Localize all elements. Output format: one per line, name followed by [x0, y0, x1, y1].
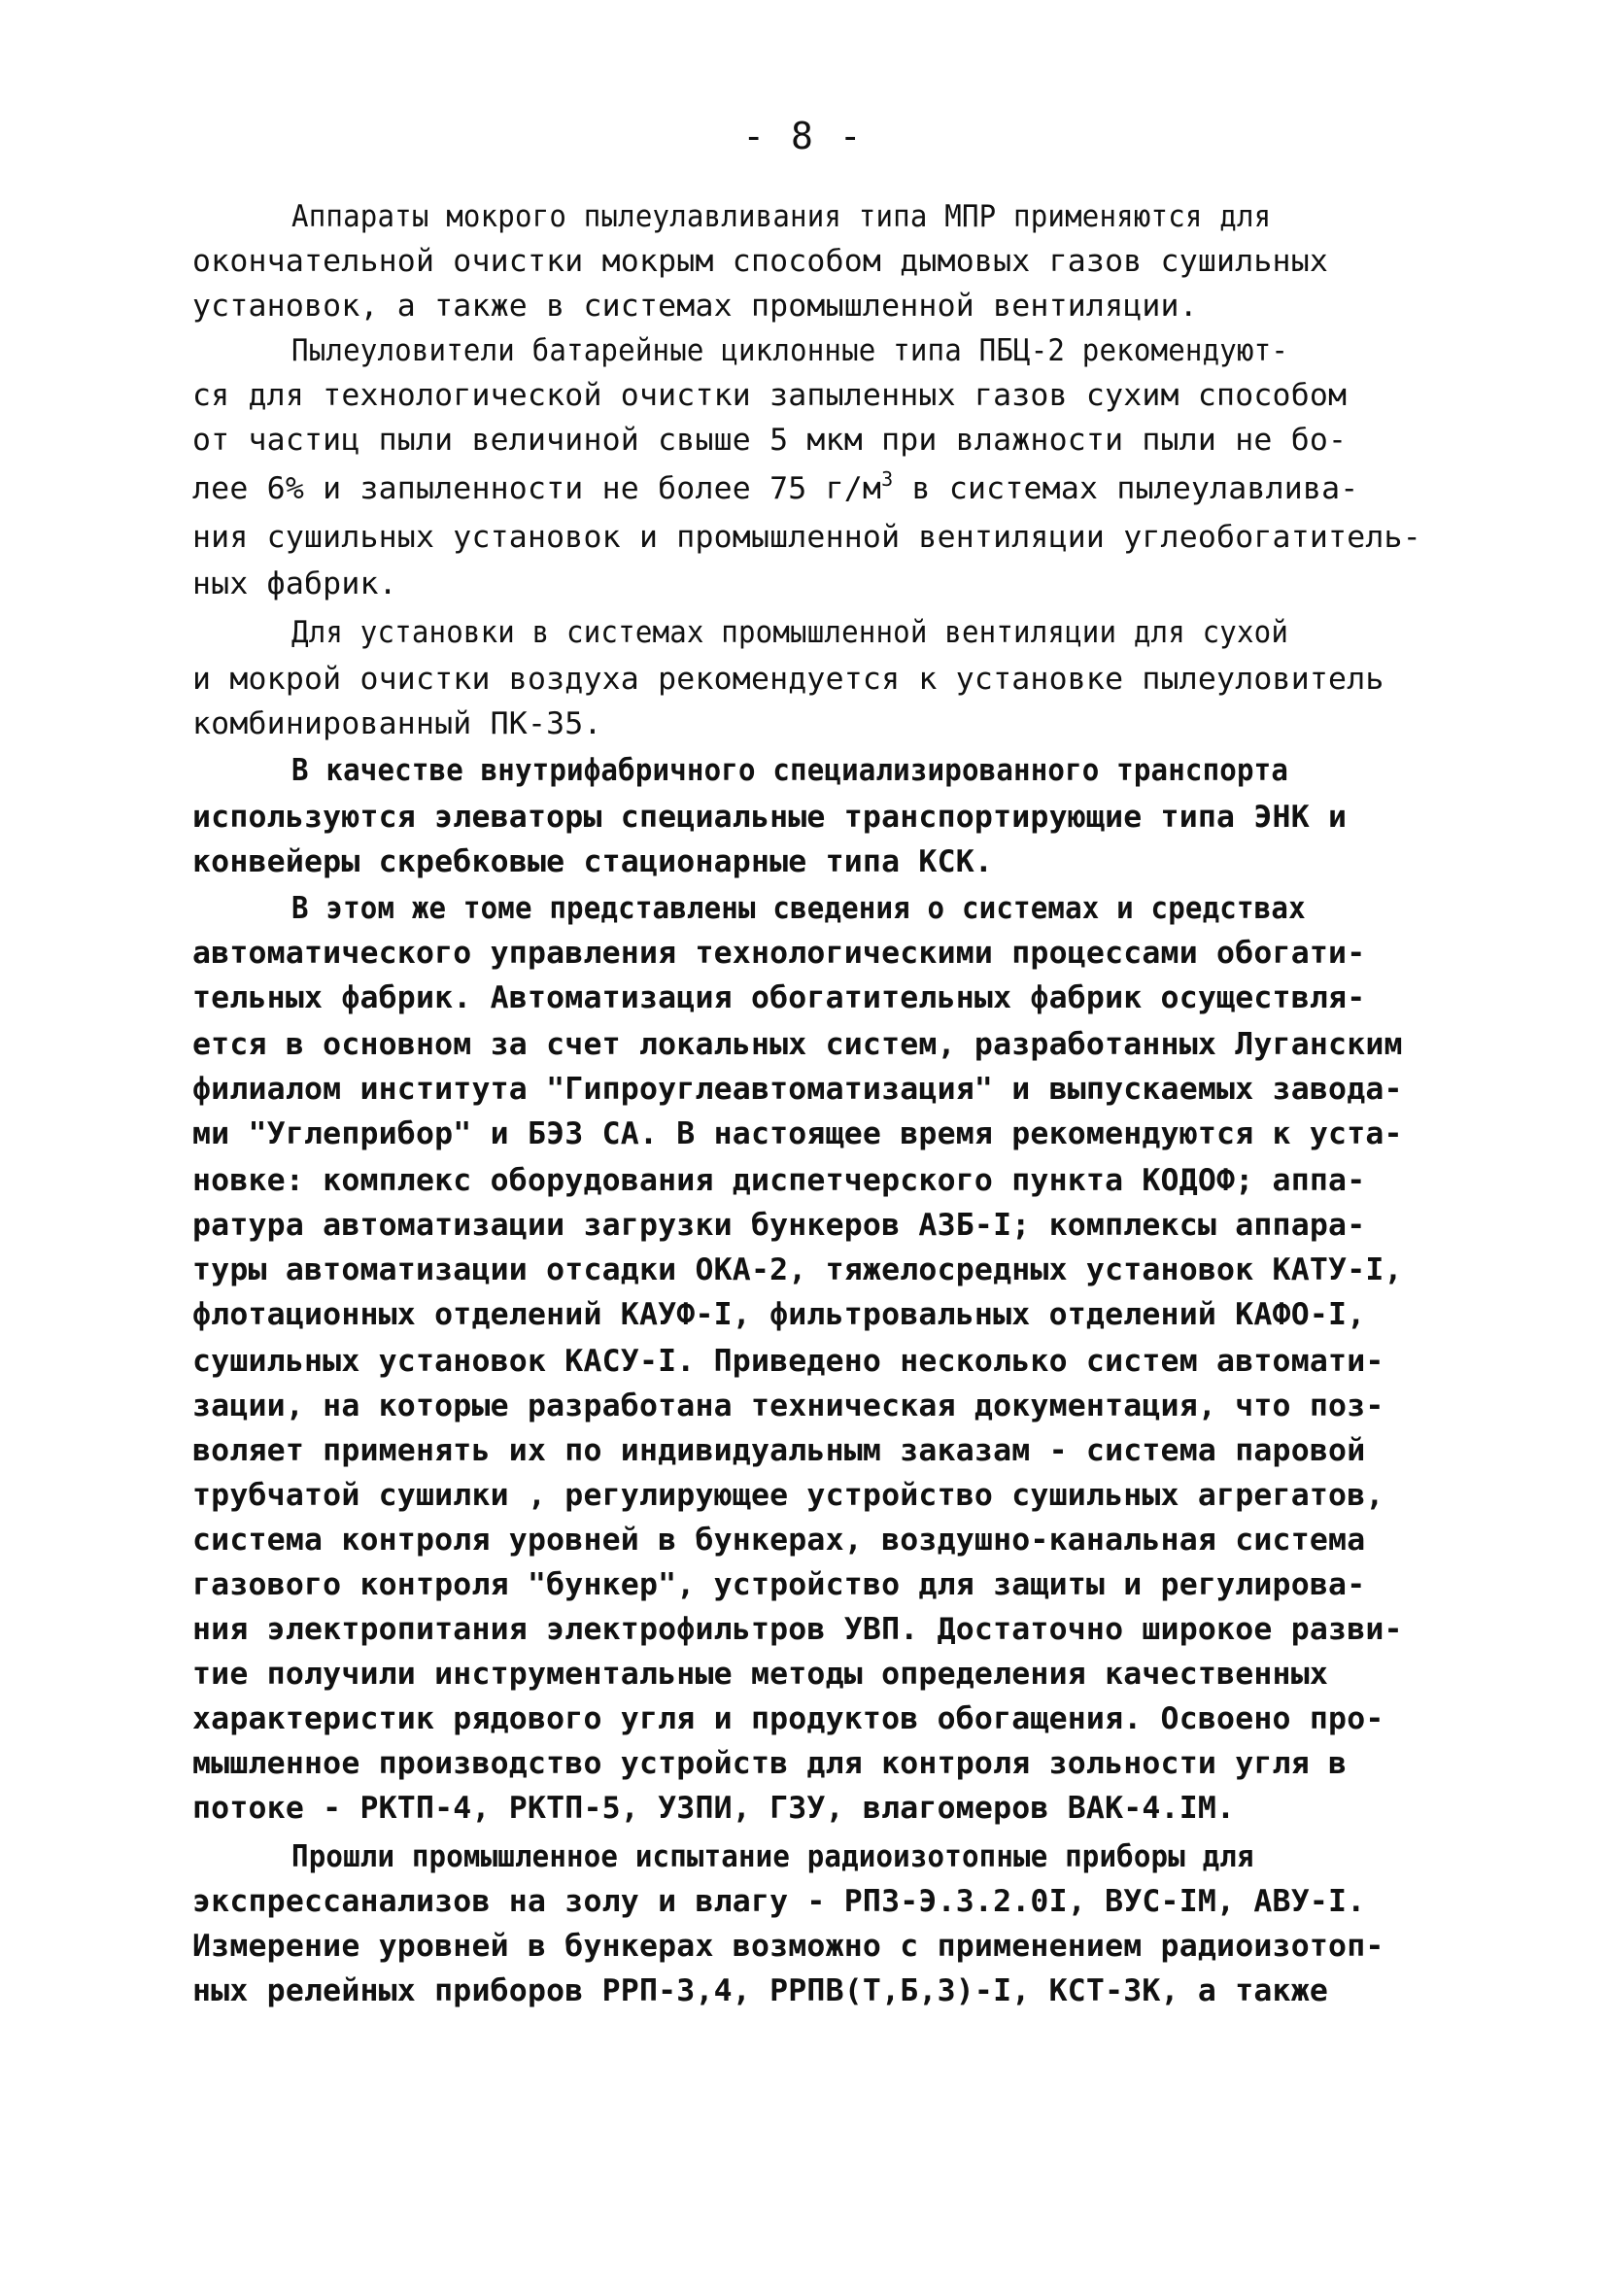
text-line: тие получили инструментальные методы определения качественных: [192, 1657, 1329, 1692]
text-line: тельных фабрик. Автоматизация обогатительных фабрик осуществля-: [192, 980, 1366, 1015]
text-line: газового контроля "бункер", устройство для защиты и регулирова-: [192, 1567, 1366, 1602]
text-line: ратура автоматизации загрузки бункеров АЗБ-I; комплексы аппара-: [192, 1208, 1366, 1243]
text-line: сушильных установок КАСУ-I. Приведено несколько систем автомати-: [192, 1344, 1384, 1379]
text-line: флотационных отделений КАУФ-I, фильтровальных отделений КАФО-I,: [192, 1297, 1366, 1332]
text-line: и мокрой очистки воздуха рекомендуется к установке пылеуловитель: [192, 662, 1384, 697]
text-line: используются элеваторы специальные транспортирующие типа ЭНК и: [192, 800, 1348, 835]
text-line: экспрессанализов на золу и влагу - РПЗ-Э.3.2.0I, ВУС-IМ, АВУ-I.: [192, 1884, 1366, 1919]
text-line: Пылеуловители батарейные циклонные типа ПБЦ-2 рекомендуют-: [291, 333, 1289, 368]
text-line: ния сушильных установок и промышленной вентиляции углеобогатитель-: [192, 520, 1421, 555]
text-line: ся для технологической очистки запыленных газов сухим способом: [192, 378, 1348, 413]
text-line: воляет применять их по индивидуальным заказам - система паровой: [192, 1433, 1366, 1468]
text-line: автоматического управления технологическими процессами обогати-: [192, 936, 1366, 971]
text-line: ных релейных приборов РРП-3,4, РРПВ(Т,Б,З)-I, КСТ-ЗК, а также: [192, 1973, 1329, 2008]
text-line: характеристик рядового угля и продуктов обогащения. Освоено про-: [192, 1701, 1384, 1736]
text-line: зации, на которые разработана техническая документация, что поз-: [192, 1388, 1384, 1423]
superscript: 3: [881, 467, 894, 491]
text-line: ния электропитания электрофильтров УВП. Достаточно широкое разви-: [192, 1612, 1403, 1647]
text-line: окончательной очистки мокрым способом дымовых газов сушильных: [192, 244, 1329, 279]
text-line: ных фабрик.: [192, 566, 397, 601]
text-line: Измерение уровней в бункерах возможно с применением радиоизотоп-: [192, 1929, 1384, 1964]
text-line: ется в основном за счет локальных систем, разработанных Луганским: [192, 1027, 1403, 1062]
text-line: система контроля уровней в бункерах, воздушно-канальная система: [192, 1523, 1366, 1558]
text-line: ми "Углеприбор" и БЭЗ СА. В настоящее время рекомендуются к уста-: [192, 1116, 1403, 1151]
text-line: В этом же томе представлены сведения о системах и средствах: [291, 891, 1306, 926]
text-line: трубчатой сушилки , регулирующее устройство сушильных агрегатов,: [192, 1478, 1384, 1513]
text-line-with-superscript: [192, 466, 1455, 511]
text-line: мышленное производство устройств для контроля зольности угля в: [192, 1746, 1348, 1781]
text-line: Аппараты мокрого пылеулавливания типа МПР применяются для: [291, 199, 1272, 234]
text-line: конвейеры скребковые стационарные типа КСК.: [192, 844, 994, 879]
text-line: установок, а также в системах промышленной вентиляции.: [192, 289, 1198, 324]
text-fragment: в системах пылеулавлива-: [893, 471, 1359, 506]
text-line: Для установки в системах промышленной вентиляции для сухой: [291, 615, 1289, 650]
text-line: от частиц пыли величиной свыше 5 мкм при влажности пыли не бо-: [192, 423, 1348, 458]
text-line: В качестве внутрифабричного специализированного транспорта: [291, 753, 1289, 788]
text-fragment: лее 6% и запыленности не более 75 г/м: [192, 471, 882, 506]
text-line: комбинированный ПК-35.: [192, 706, 602, 741]
text-line: туры автоматизации отсадки ОКА-2, тяжелосредных установок КАТУ-I,: [192, 1252, 1403, 1287]
text-line: Прошли промышленное испытание радиоизотопные приборы для: [291, 1839, 1254, 1874]
page-number: - 8 -: [742, 115, 864, 157]
text-line: новке: комплекс оборудования диспетчерского пункта КОДОФ; аппа-: [192, 1163, 1366, 1198]
text-line: потоке - РКТП-4, РКТП-5, УЗПИ, ГЗУ, влагомеров ВАК-4.IМ.: [192, 1791, 1236, 1826]
text-line: филиалом института "Гипроуглеавтоматизация" и выпускаемых завода-: [192, 1072, 1403, 1107]
